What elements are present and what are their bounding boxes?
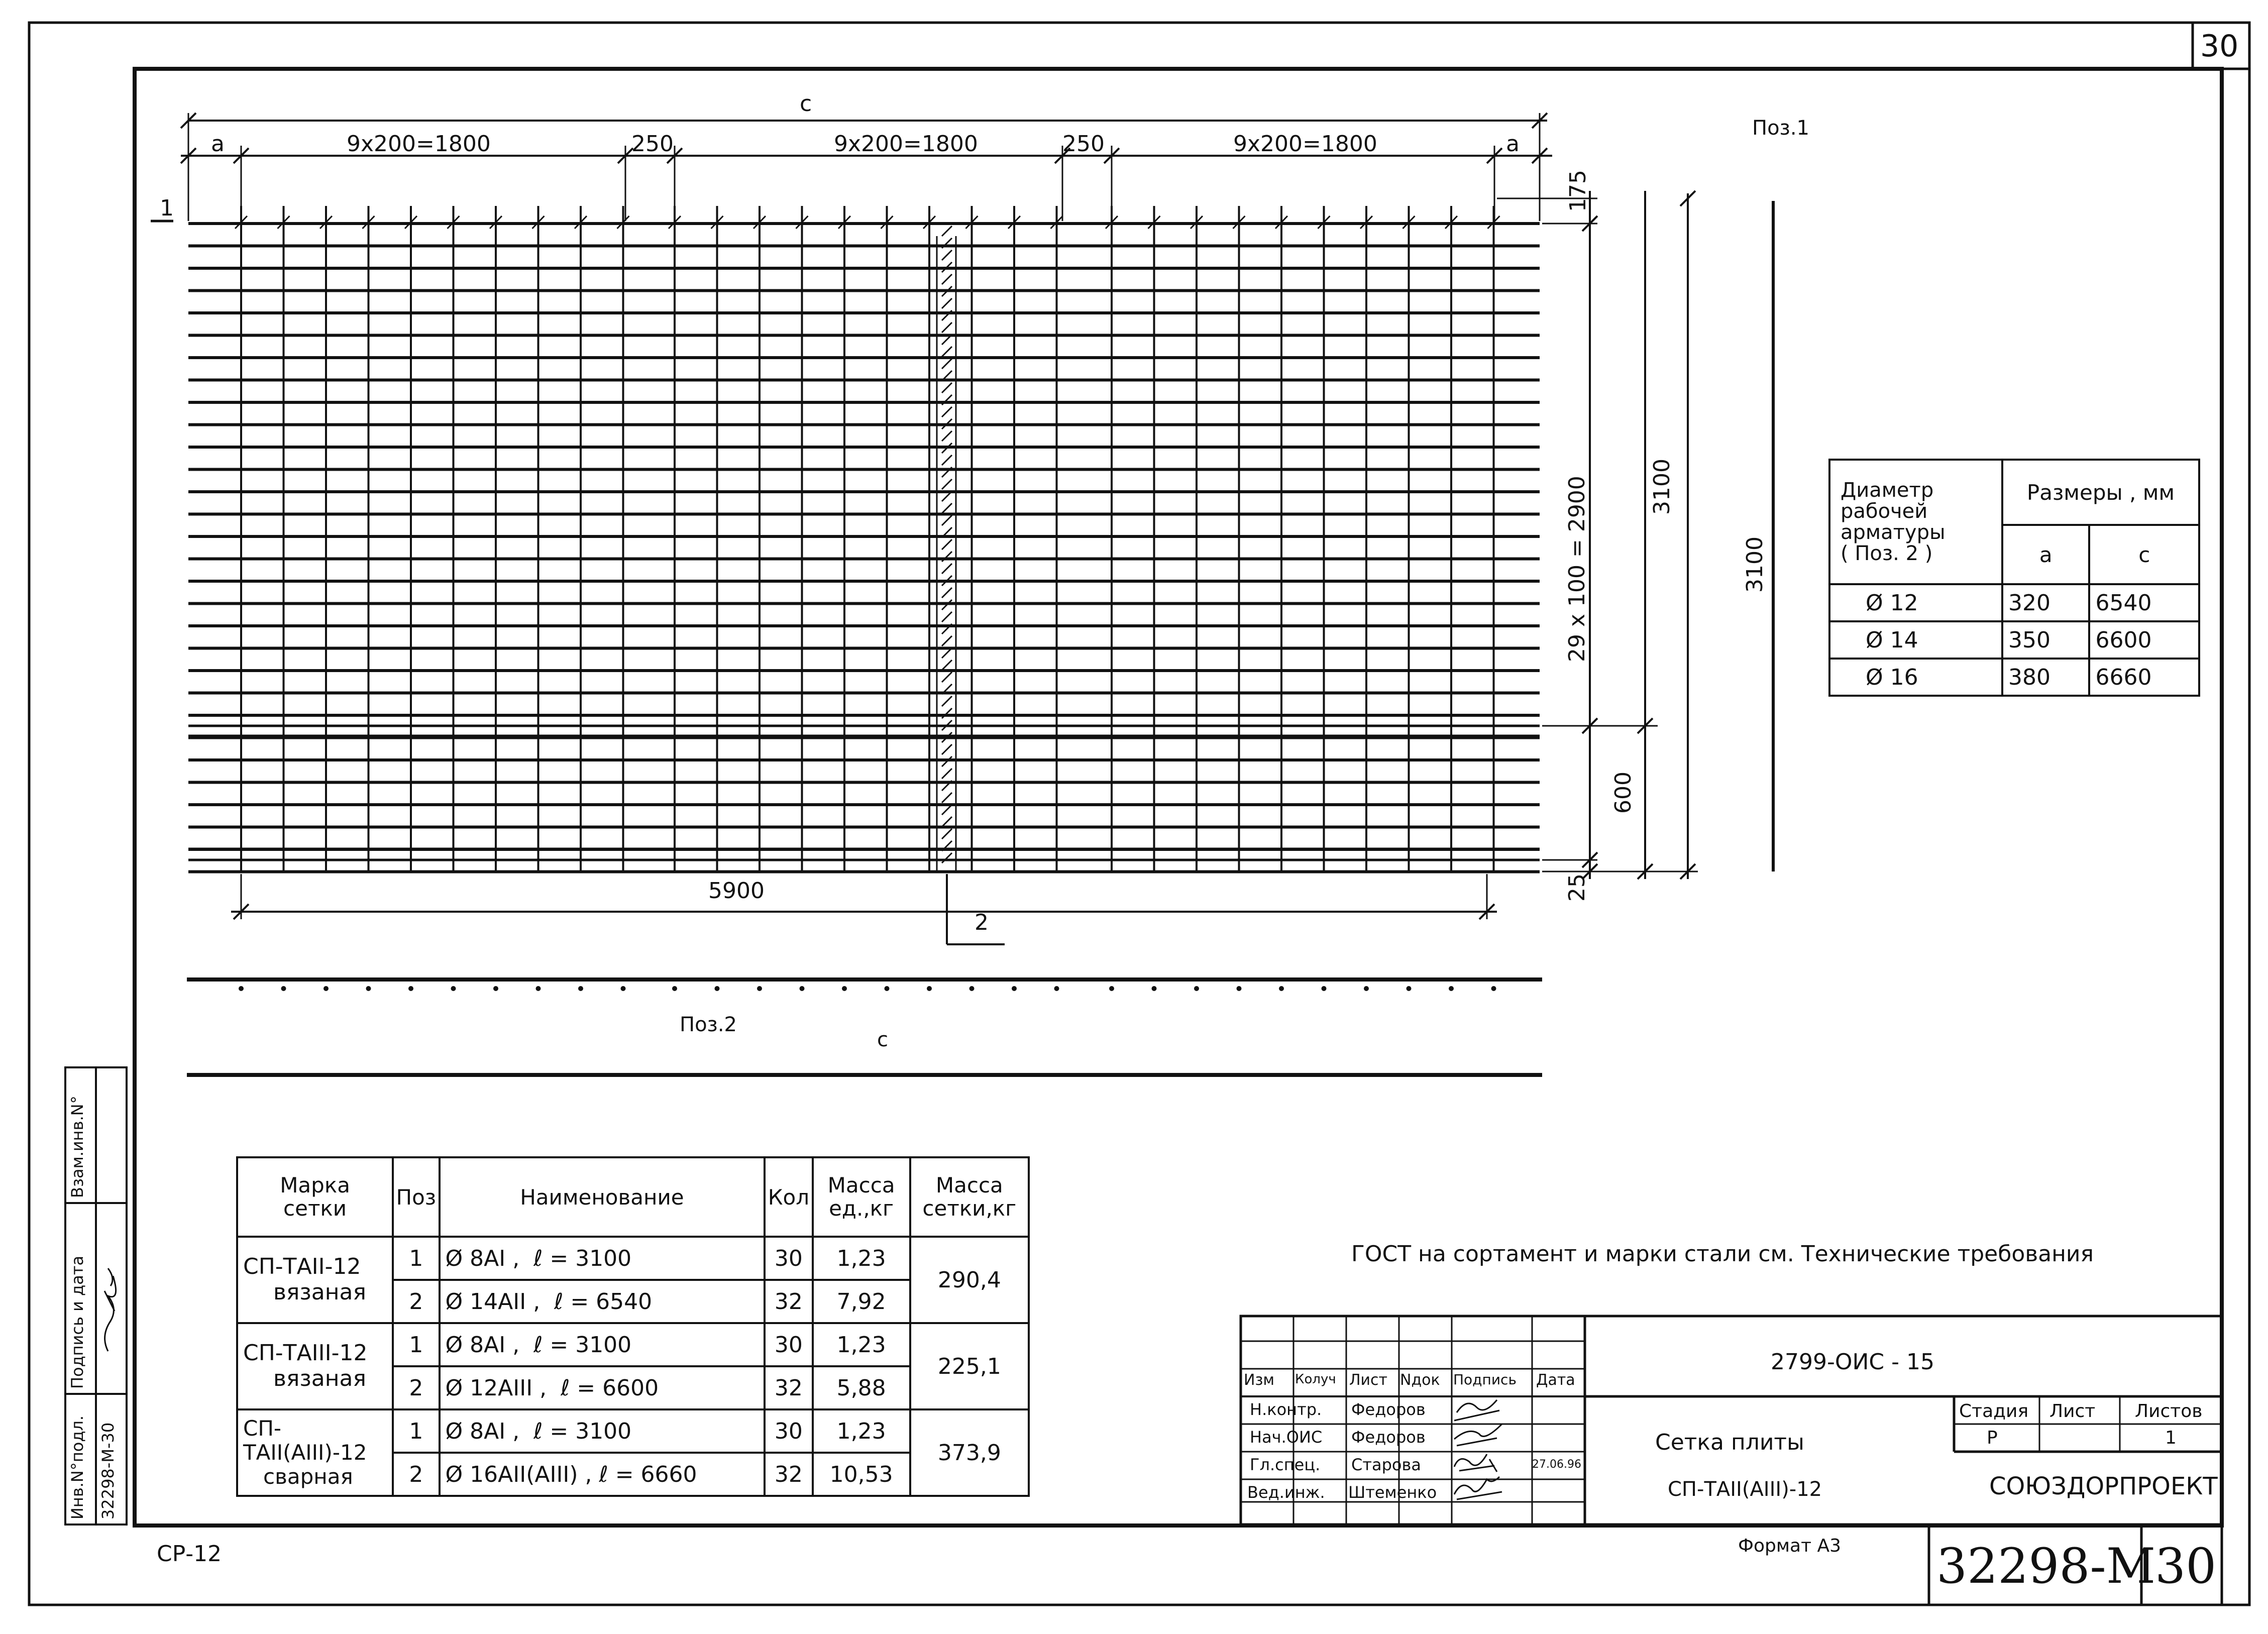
tie-mark [942,539,952,550]
bar-section-dot [1054,986,1059,991]
spec-mark: СП-ТАII-12 вязаная [237,1237,393,1323]
tie-mark [942,636,952,646]
tb-name: Старова [1351,1455,1421,1474]
bar-section-dot [757,986,762,991]
specification-table [236,1156,1030,1497]
tie-mark [942,744,952,754]
bar-section-dot [715,986,720,991]
bar-section-dot [493,986,498,991]
spec-qty: 32 [765,1453,812,1496]
header-diameter: Диаметр рабочей арматуры ( Поз. 2 ) [1829,460,2002,584]
tie-mark [942,515,952,525]
dim-span-2: 9x200=1800 [834,131,978,157]
tb-stage-header: Стадия [1959,1401,2029,1422]
tie-mark [942,455,952,465]
spec-header-mark: Марка сетки [237,1157,393,1237]
spec-mass: 7,92 [813,1280,910,1323]
spec-name: Ø 14AII , ℓ = 6540 [440,1280,765,1323]
tie-mark [942,817,952,827]
bar-section-dot [281,986,286,991]
dim-600: 600 [1610,772,1636,814]
pos1-label: Поз.1 [1752,117,1809,140]
spec-header-pos: Поз [393,1157,439,1237]
tie-mark [942,672,952,682]
bar-section-dot [239,986,244,991]
pos2-dim-c: c [877,1028,888,1051]
dim-gap-2: 250 [1062,131,1105,157]
dim-span-3: 9x200=1800 [1233,131,1377,157]
row-a: 380 [2002,659,2089,696]
spec-mass: 10,53 [813,1453,910,1496]
tb-col-list: Лист [1349,1371,1388,1389]
spec-header-qty: Кол [765,1157,812,1237]
tie-mark [942,226,952,236]
bar-section-dot [927,986,932,991]
section-mark-1: 1 [160,195,174,221]
row-diam: Ø 16 [1829,659,2002,696]
dim-25: 25 [1564,874,1590,902]
gost-note: ГОСТ на сортамент и марки стали см. Технические требования [1351,1241,2094,1267]
bar-section-dot [672,986,677,991]
tie-mark [942,298,952,308]
spec-qty: 30 [765,1409,812,1453]
row-c: 6660 [2089,659,2199,696]
tb-sheets-header: Листов [2135,1401,2203,1422]
spec-mark: СП-ТАII(AIII)-12 сварная [237,1409,393,1496]
side-inv-value: 32298-М-30 [98,1422,118,1519]
tb-col-izm: Изм [1244,1371,1275,1389]
side-inv: Инв.N°подл. [68,1415,87,1519]
tb-sheets: 1 [2165,1428,2177,1448]
bar-section-dot [800,986,805,991]
spec-mass: 5,88 [813,1366,910,1409]
tie-mark [942,479,952,489]
bar-section-dot [1152,986,1157,991]
spec-pos: 1 [393,1409,439,1453]
dim-a-left: a [211,131,225,157]
spec-qty: 30 [765,1323,812,1366]
tb-col-date: Дата [1536,1371,1575,1389]
row-c: 6540 [2089,584,2199,621]
bar-section-dot [1279,986,1284,991]
spec-name: Ø 8AI , ℓ = 3100 [440,1409,765,1453]
spec-name: Ø 12AIII , ℓ = 6600 [440,1366,765,1409]
tb-name: Федоров [1351,1400,1426,1419]
tie-mark [942,588,952,598]
tb-role: Нач.ОИС [1250,1428,1323,1447]
tie-mark [942,250,952,260]
header-sizes: Размеры , мм [2002,460,2199,525]
spec-name: Ø 8AI , ℓ = 3100 [440,1323,765,1366]
bar-section-dot [323,986,329,991]
tie-mark [942,503,952,513]
spec-pos: 2 [393,1280,439,1323]
pos1-length: 3100 [1742,536,1768,593]
bar-section-dot [621,986,626,991]
dim-span-1: 9x200=1800 [347,131,491,157]
row-diam: Ø 14 [1829,621,2002,659]
sheet-number-top: 30 [2200,29,2239,64]
tb-stage: Р [1987,1428,1998,1448]
drawing-subtitle: СП-ТАII(AIII)-12 [1668,1478,1822,1501]
tie-mark [942,407,952,417]
section-mark-2: 2 [975,910,989,935]
tie-mark [942,660,952,670]
pos2-label: Поз.2 [680,1013,737,1036]
bar-section-dot [1322,986,1327,991]
bar-section-dot [366,986,371,991]
spec-header-mass-unit: Масса ед.,кг [813,1157,910,1237]
tie-mark [942,322,952,333]
spec-mark: СП-ТАIII-12 вязаная [237,1323,393,1409]
tb-role: Гл.спец. [1250,1455,1321,1474]
tb-col-ndok: Nдок [1400,1371,1440,1389]
tie-mark [942,383,952,393]
bar-section-dot [451,986,456,991]
tie-mark [942,564,952,574]
bar-section-dot [885,986,890,991]
tb-col-kol: Колуч [1295,1372,1336,1387]
dim-5900: 5900 [708,878,765,904]
bar-section-dot [536,986,541,991]
bar-section-dot [1237,986,1242,991]
spec-pos: 1 [393,1237,439,1280]
tie-mark [942,696,952,706]
dim-175: 175 [1565,170,1591,212]
tie-mark [942,274,952,284]
header-c: c [2089,525,2199,584]
bar-section-dot [969,986,975,991]
doc-code: 2799-ОИС - 15 [1771,1349,1934,1375]
organization: СОЮЗДОРПРОЕКТ [1989,1472,2218,1500]
spec-mass-mesh: 225,1 [910,1323,1029,1409]
dim-2900: 29 x 100 = 2900 [1564,476,1590,662]
left-note: СР-12 [157,1541,222,1567]
tie-mark [942,612,952,622]
bar-section-dot [578,986,583,991]
row-a: 320 [2002,584,2089,621]
tie-mark [942,347,952,357]
bar-section-dot [1407,986,1412,991]
spec-name: Ø 16AII(AIII) , ℓ = 6660 [440,1453,765,1496]
tb-name: Штеменко [1348,1483,1437,1502]
bar-section-dot [408,986,413,991]
drawing-code-sheet: 30 [2155,1538,2217,1594]
dim-gap-1: 250 [631,131,674,157]
spec-mass: 1,23 [813,1237,910,1280]
header-a: a [2002,525,2089,584]
spec-mass-mesh: 373,9 [910,1409,1029,1496]
drawing-title: Сетка плиты [1655,1430,1804,1455]
tie-mark [942,829,952,839]
tb-role: Вед.инж. [1247,1483,1325,1502]
spec-pos: 1 [393,1323,439,1366]
tie-mark [942,793,952,803]
tie-mark [942,431,952,441]
dim-a-right: a [1506,131,1520,157]
row-c: 6600 [2089,621,2199,659]
bar-section-dot [1012,986,1017,991]
bar-section-dot [1364,986,1369,991]
spec-pos: 2 [393,1453,439,1496]
bar-section-dot [1449,986,1454,991]
bar-section-dot [1109,986,1114,991]
tb-col-sign: Подпись [1453,1371,1517,1388]
spec-mass: 1,23 [813,1323,910,1366]
tie-mark [942,853,952,863]
tb-sheet-header: Лист [2049,1401,2096,1422]
row-a: 350 [2002,621,2089,659]
drawing-code: 32298-М [1936,1538,2156,1594]
tb-name: Федоров [1351,1428,1426,1447]
spec-qty: 32 [765,1366,812,1409]
bar-section-dot [1194,986,1199,991]
tie-mark [942,769,952,779]
side-sign: Подпись и дата [68,1255,87,1389]
dim-c-top: c [800,91,812,117]
spec-header-mass-mesh: Масса сетки,кг [910,1157,1029,1237]
spec-mass-mesh: 290,4 [910,1237,1029,1323]
bar-section-dot [1491,986,1496,991]
tb-date: 27.06.96 [1532,1458,1581,1471]
tb-role: Н.контр. [1250,1400,1322,1419]
spec-qty: 30 [765,1237,812,1280]
format-label: Формат А3 [1738,1536,1842,1556]
tie-mark [942,359,952,369]
dimensions-table [1828,459,2200,697]
spec-mass: 1,23 [813,1409,910,1453]
spec-qty: 32 [765,1280,812,1323]
spec-header-name: Наименование [440,1157,765,1237]
spec-pos: 2 [393,1366,439,1409]
dim-3100: 3100 [1649,459,1675,515]
bar-section-dot [842,986,847,991]
row-diam: Ø 12 [1829,584,2002,621]
side-vzam: Взам.инв.N° [68,1096,87,1198]
spec-name: Ø 8AI , ℓ = 3100 [440,1237,765,1280]
